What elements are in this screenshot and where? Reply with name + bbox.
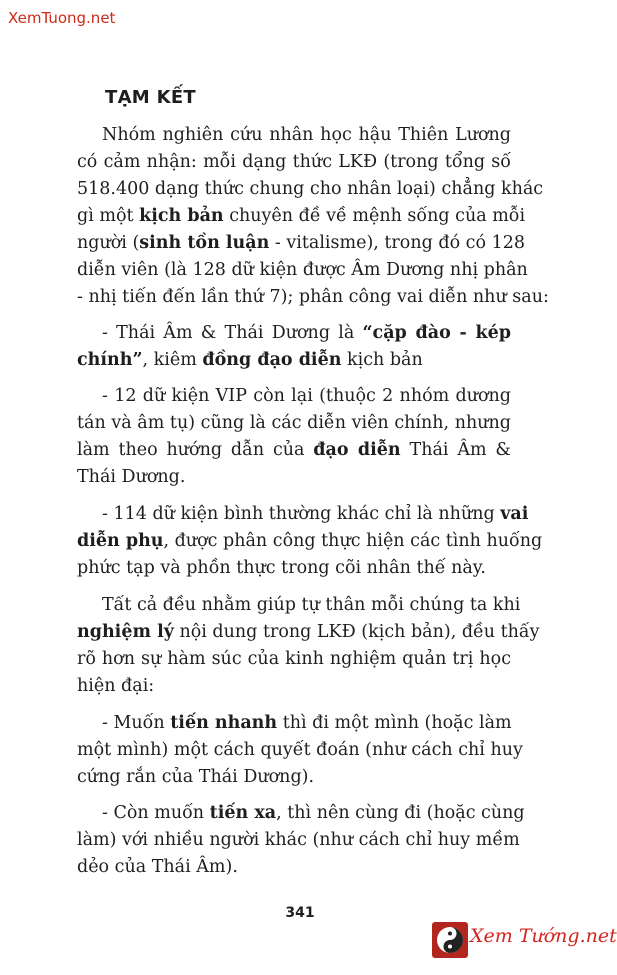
text-line: diễn viên (là 128 dữ kiện được Âm Dương nhị phân [77, 260, 528, 280]
text-line: Thái Dương. [77, 467, 186, 487]
text-line: - Thái Âm & Thái Dương là “cặp đào - kép [102, 323, 511, 343]
text-line: Tất cả đều nhằm giúp tự thân mỗi chúng ta khi [102, 595, 521, 615]
text-line: phức tạp và phồn thực trong cõi nhân thế này. [77, 558, 486, 578]
text-line: hiện đại: [77, 676, 155, 696]
text-line: - 114 dữ kiện bình thường khác chỉ là những vai [102, 504, 529, 524]
section-heading: TẠM KẾT [105, 87, 197, 108]
text-line: có cảm nhận: mỗi dạng thức LKĐ (trong tổng số [77, 152, 511, 172]
text-line: gì một kịch bản chuyên đề về mệnh sống của mỗi [77, 206, 526, 226]
text-line: - Muốn tiến nhanh thì đi một mình (hoặc làm [102, 713, 512, 733]
text-line: làm) với nhiều người khác (như cách chỉ huy mềm [77, 830, 520, 850]
text-line: người (sinh tồn luận - vitalisme), trong đó có 128 [77, 233, 525, 253]
text-line: làm theo hướng dẫn của đạo diễn Thái Âm & [77, 440, 511, 460]
text-line: Nhóm nghiên cứu nhân học hậu Thiên Lương [102, 125, 511, 145]
page-number: 341 [285, 905, 315, 921]
text-line: diễn phụ, được phân công thực hiện các tình huống [77, 531, 543, 551]
text-line: cứng rắn của Thái Dương). [77, 767, 315, 787]
logo-text: Xem Tướng.net [470, 925, 617, 947]
text-line: - nhị tiến đến lần thứ 7); phân công vai diễn như sau: [77, 287, 549, 307]
site-logo [432, 920, 617, 960]
text-line: nghiệm lý nội dung trong LKĐ (kịch bản), đều thấy [77, 622, 540, 642]
text-line: 518.400 dạng thức chung cho nhân loại) chẳng khác [77, 179, 544, 199]
site-watermark: XemTuong.net [8, 9, 116, 27]
text-line: rõ hơn sự hàm súc của kinh nghiệm quản trị học [77, 649, 511, 669]
text-line: chính”, kiêm đồng đạo diễn kịch bản [77, 350, 423, 370]
text-line: - Còn muốn tiến xa, thì nên cùng đi (hoặc cùng [102, 803, 525, 823]
yin-yang-icon [432, 922, 468, 958]
text-line: một mình) một cách quyết đoán (như cách chỉ huy [77, 740, 523, 760]
text-line: dẻo của Thái Âm). [77, 857, 238, 877]
text-line: tán và âm tụ) cũng là các diễn viên chính, nhưng [77, 413, 511, 433]
text-line: - 12 dữ kiện VIP còn lại (thuộc 2 nhóm dương [102, 386, 511, 406]
